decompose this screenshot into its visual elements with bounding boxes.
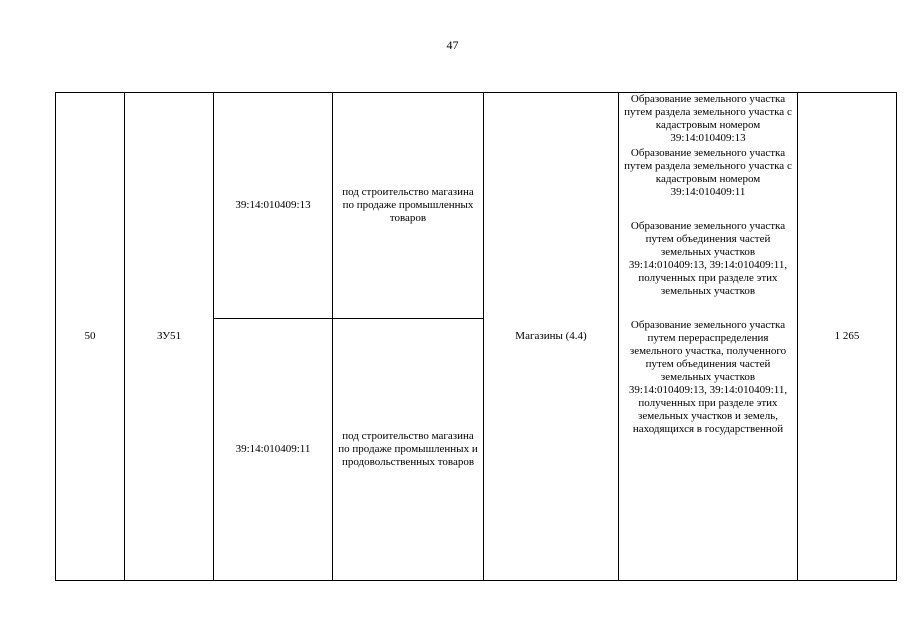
row-number-cell: 50 [56,93,125,581]
purpose-cell: под строительство магазина по продаже промышленных и продовольственных товаров [333,319,484,581]
cadastral-number-cell: 39:14:010409:11 [214,319,333,581]
formation-method-cell [619,93,798,581]
zu-designation-cell: ЗУ51 [125,93,214,581]
formation-method-text: Образование земельного участка путем перераспределения земельного участка, полученного путем объединения частей земельных участков 39:14:010409:13, 39:14:010409:11, полученных при разделе этих земельных участков и земель, находящихся в государственной [628,319,788,435]
permitted-use-cell: Магазины (4.4) [484,93,619,581]
formation-method-text: Образование земельного участка путем объединения частей земельных участков 39:14:010409:13, 39:14:010409:11, полученных при разделе этих земельных участков [628,220,788,297]
area-cell: 1 265 [798,93,897,581]
cadastral-number-cell: 39:14:010409:13 [214,93,333,319]
table-row [56,93,897,319]
land-plot-table [55,92,897,581]
formation-method-text: Образование земельного участка путем раздела земельного участка с кадастровым номером 39:14:010409:13 [624,93,792,144]
formation-method-text: Образование земельного участка путем раздела земельного участка с кадастровым номером 39:14:010409:11 [624,147,792,198]
page-number: 47 [446,38,459,52]
purpose-cell: под строительство магазина по продаже промышленных товаров [333,93,484,319]
